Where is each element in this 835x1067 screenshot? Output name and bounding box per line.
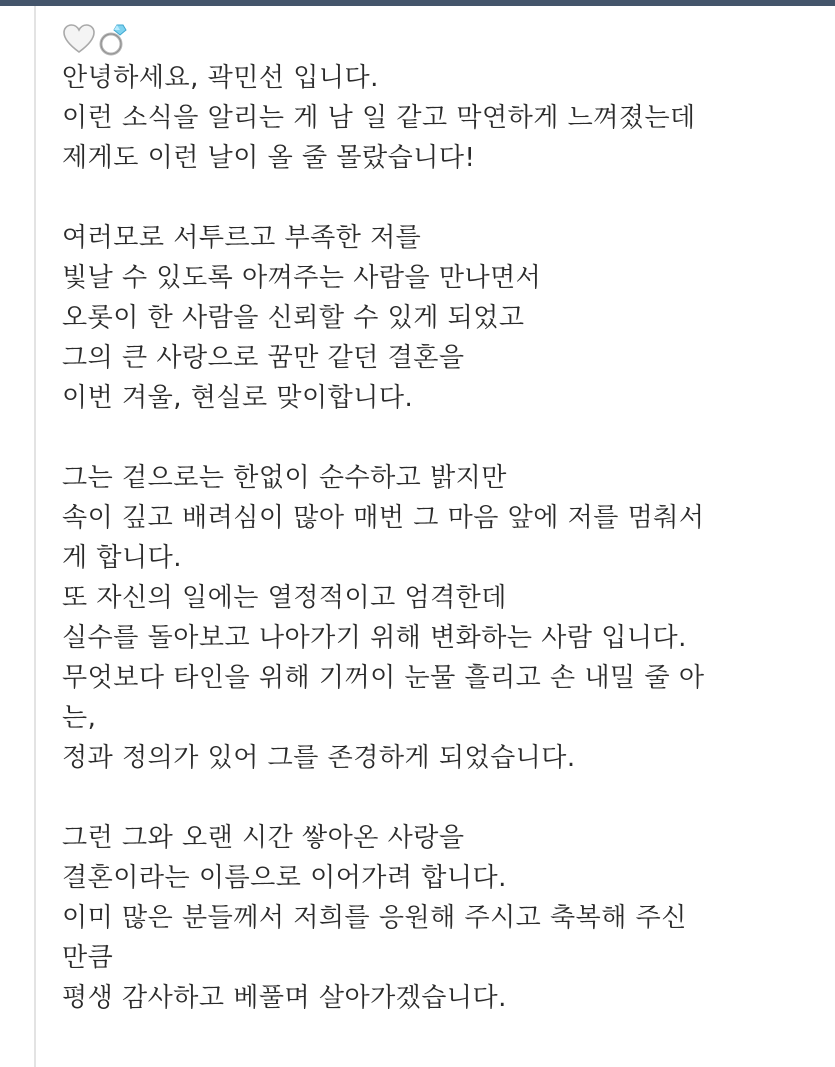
ring-icon: [98, 22, 128, 56]
text-line: 이번 겨울, 현실로 맞이합니다.: [62, 383, 414, 413]
thread-divider: [34, 6, 36, 1067]
text-line: 결혼이라는 이름으로 이어가려 합니다.: [62, 863, 507, 893]
paragraph-2: [62, 218, 822, 418]
paragraph-gap: [62, 778, 822, 818]
text-line: 그런 그와 오랜 시간 쌓아온 사랑을: [62, 823, 465, 853]
paragraph-4: [62, 818, 822, 1018]
text-line: 속이 깊고 배려심이 많아 매번 그 마음 앞에 저를 멈춰서: [62, 503, 705, 533]
paragraph-gap: [62, 418, 822, 458]
text-line: 제게도 이런 날이 올 줄 몰랐습니다!: [62, 143, 476, 173]
text-line: 게 합니다.: [62, 543, 182, 573]
text-line: 평생 감사하고 베풀며 살아가겠습니다.: [62, 983, 507, 1013]
text-line: 는,: [62, 703, 97, 733]
paragraph-gap: [62, 178, 822, 218]
text-line: 이미 많은 분들께서 저희를 응원해 주시고 축복해 주신: [62, 903, 687, 933]
text-line: 오롯이 한 사람을 신뢰할 수 있게 되었고: [62, 303, 525, 333]
text-line: 무엇보다 타인을 위해 기꺼이 눈물 흘리고 손 내밀 줄 아: [62, 663, 705, 693]
text-line: 실수를 돌아보고 나아가기 위해 변화하는 사람 입니다.: [62, 623, 687, 653]
text-line: 빛날 수 있도록 아껴주는 사람을 만나면서: [62, 263, 542, 293]
text-line: 여러모로 서투르고 부족한 저를: [62, 223, 422, 253]
text-line: 이런 소식을 알리는 게 남 일 같고 막연하게 느껴졌는데: [62, 103, 696, 133]
text-line: 그의 큰 사랑으로 꿈만 같던 결혼을: [62, 343, 465, 373]
text-line: 또 자신의 일에는 열정적이고 엄격한데: [62, 583, 507, 613]
paragraph-1: [62, 58, 822, 178]
emoji-row: [62, 20, 822, 58]
post-body: [62, 20, 822, 1018]
white-heart-icon: [62, 23, 96, 55]
text-line: 정과 정의가 있어 그를 존경하게 되었습니다.: [62, 743, 576, 773]
text-line: 만큼: [62, 943, 114, 973]
top-bar: [0, 0, 835, 6]
paragraph-3: [62, 458, 822, 778]
text-line: 그는 겉으로는 한없이 순수하고 밝지만: [62, 463, 507, 493]
text-line: 안녕하세요, 곽민선 입니다.: [62, 63, 379, 93]
